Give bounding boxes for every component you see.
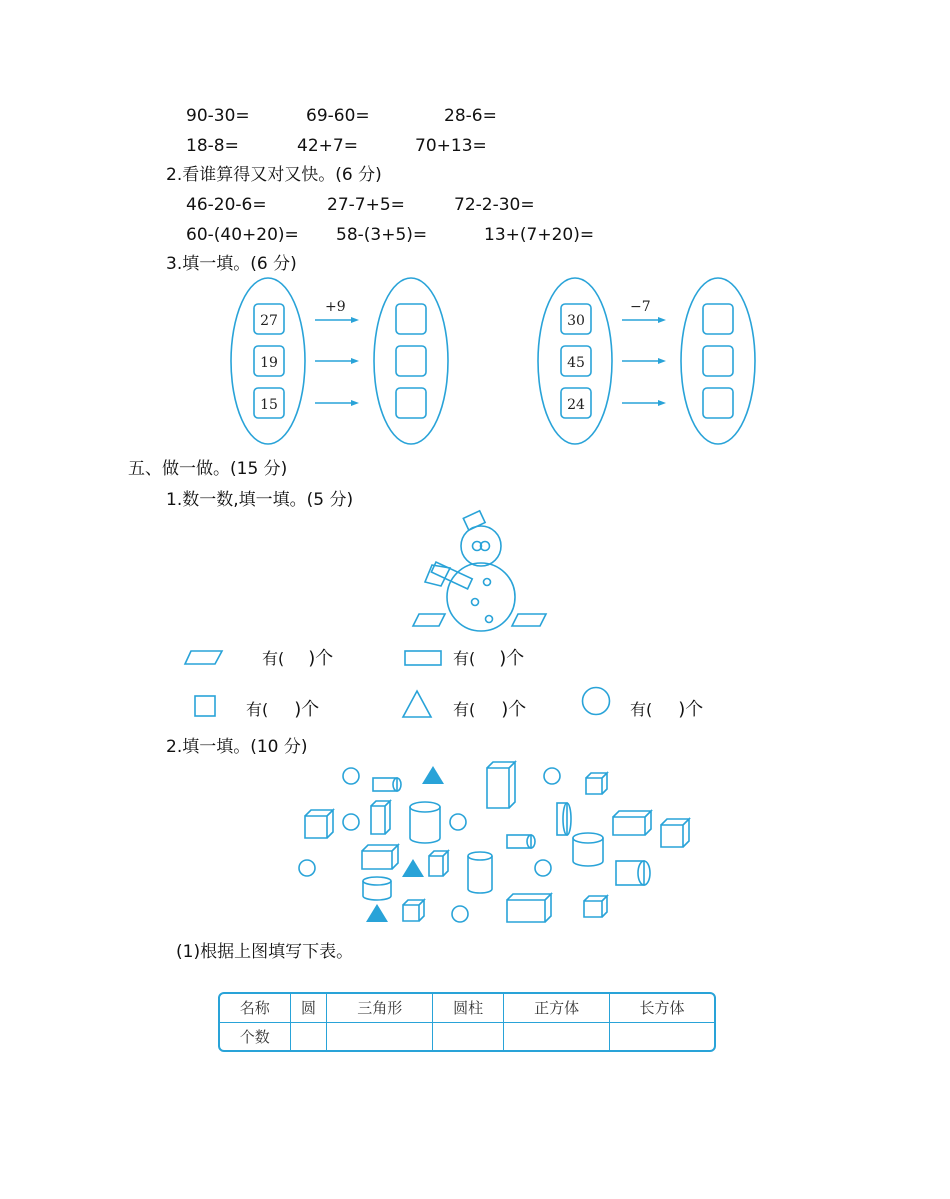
arith-2: 69-60=	[306, 106, 370, 126]
parallelogram-icon	[184, 650, 224, 666]
answer-box	[703, 346, 733, 376]
q2-4: 60-(40+20)=	[186, 225, 299, 245]
q2-title: 2.看谁算得又对又快。(6 分)	[166, 165, 382, 185]
count-circle: 有( )个	[630, 699, 704, 720]
count-square: 有( )个	[246, 699, 320, 720]
q5-2-title: 2.填一填。(10 分)	[166, 737, 308, 757]
table-answer-cell[interactable]	[327, 1022, 433, 1050]
mapping-diagram-left	[230, 278, 430, 446]
count-triangle: 有( )个	[453, 699, 527, 720]
table-header-cell: 圆	[290, 994, 327, 1022]
table-header-cell: 名称	[220, 994, 290, 1022]
table-answer-cell[interactable]	[609, 1022, 714, 1050]
table-answer-cell[interactable]	[433, 1022, 504, 1050]
answer-box	[703, 388, 733, 418]
input-value: 45	[567, 355, 585, 371]
table-header-cell: 长方体	[609, 994, 714, 1022]
triangle-icon	[402, 690, 434, 720]
answer-table	[218, 992, 716, 1052]
q2-1: 46-20-6=	[186, 195, 267, 215]
solid-shapes-figure	[295, 758, 695, 928]
count-rectangle: 有( )个	[453, 648, 525, 669]
rectangle-icon	[404, 650, 444, 666]
answer-box	[396, 304, 426, 334]
arith-6: 70+13=	[415, 136, 487, 156]
table-header-row	[220, 994, 714, 1022]
arith-3: 28-6=	[444, 106, 497, 126]
q5-1-title: 1.数一数,填一填。(5 分)	[166, 490, 354, 510]
square-icon	[194, 695, 218, 719]
circle-icon	[581, 686, 613, 718]
section-5-title: 五、做一做。(15 分)	[128, 459, 288, 479]
mapping-diagram-right	[537, 278, 759, 446]
table-header-cell: 三角形	[327, 994, 433, 1022]
table-answer-cell[interactable]	[504, 1022, 610, 1050]
table-row	[220, 1022, 714, 1050]
q3-title: 3.填一填。(6 分)	[166, 254, 297, 274]
operation-label: −7	[630, 299, 651, 315]
snowman-figure	[408, 510, 553, 635]
answer-box	[703, 304, 733, 334]
input-value: 27	[260, 313, 278, 329]
arith-1: 90-30=	[186, 106, 250, 126]
input-value: 30	[567, 313, 585, 329]
input-value: 19	[260, 355, 278, 371]
table-header-cell: 圆柱	[433, 994, 504, 1022]
arith-4: 18-8=	[186, 136, 239, 156]
operation-label: +9	[325, 299, 346, 315]
table-row-label: 个数	[220, 1022, 290, 1050]
table-header-cell: 正方体	[504, 994, 610, 1022]
table-answer-cell[interactable]	[290, 1022, 327, 1050]
count-parallelogram: 有( )个	[262, 648, 334, 669]
input-value: 24	[567, 397, 585, 413]
q2-3: 72-2-30=	[454, 195, 535, 215]
answer-box	[396, 346, 426, 376]
arith-5: 42+7=	[297, 136, 358, 156]
input-value: 15	[260, 397, 278, 413]
answer-box	[396, 388, 426, 418]
q2-2: 27-7+5=	[327, 195, 405, 215]
q2-5: 58-(3+5)=	[336, 225, 428, 245]
q5-2-sub-instruction: (1)根据上图填写下表。	[176, 942, 354, 962]
q2-6: 13+(7+20)=	[484, 225, 595, 245]
